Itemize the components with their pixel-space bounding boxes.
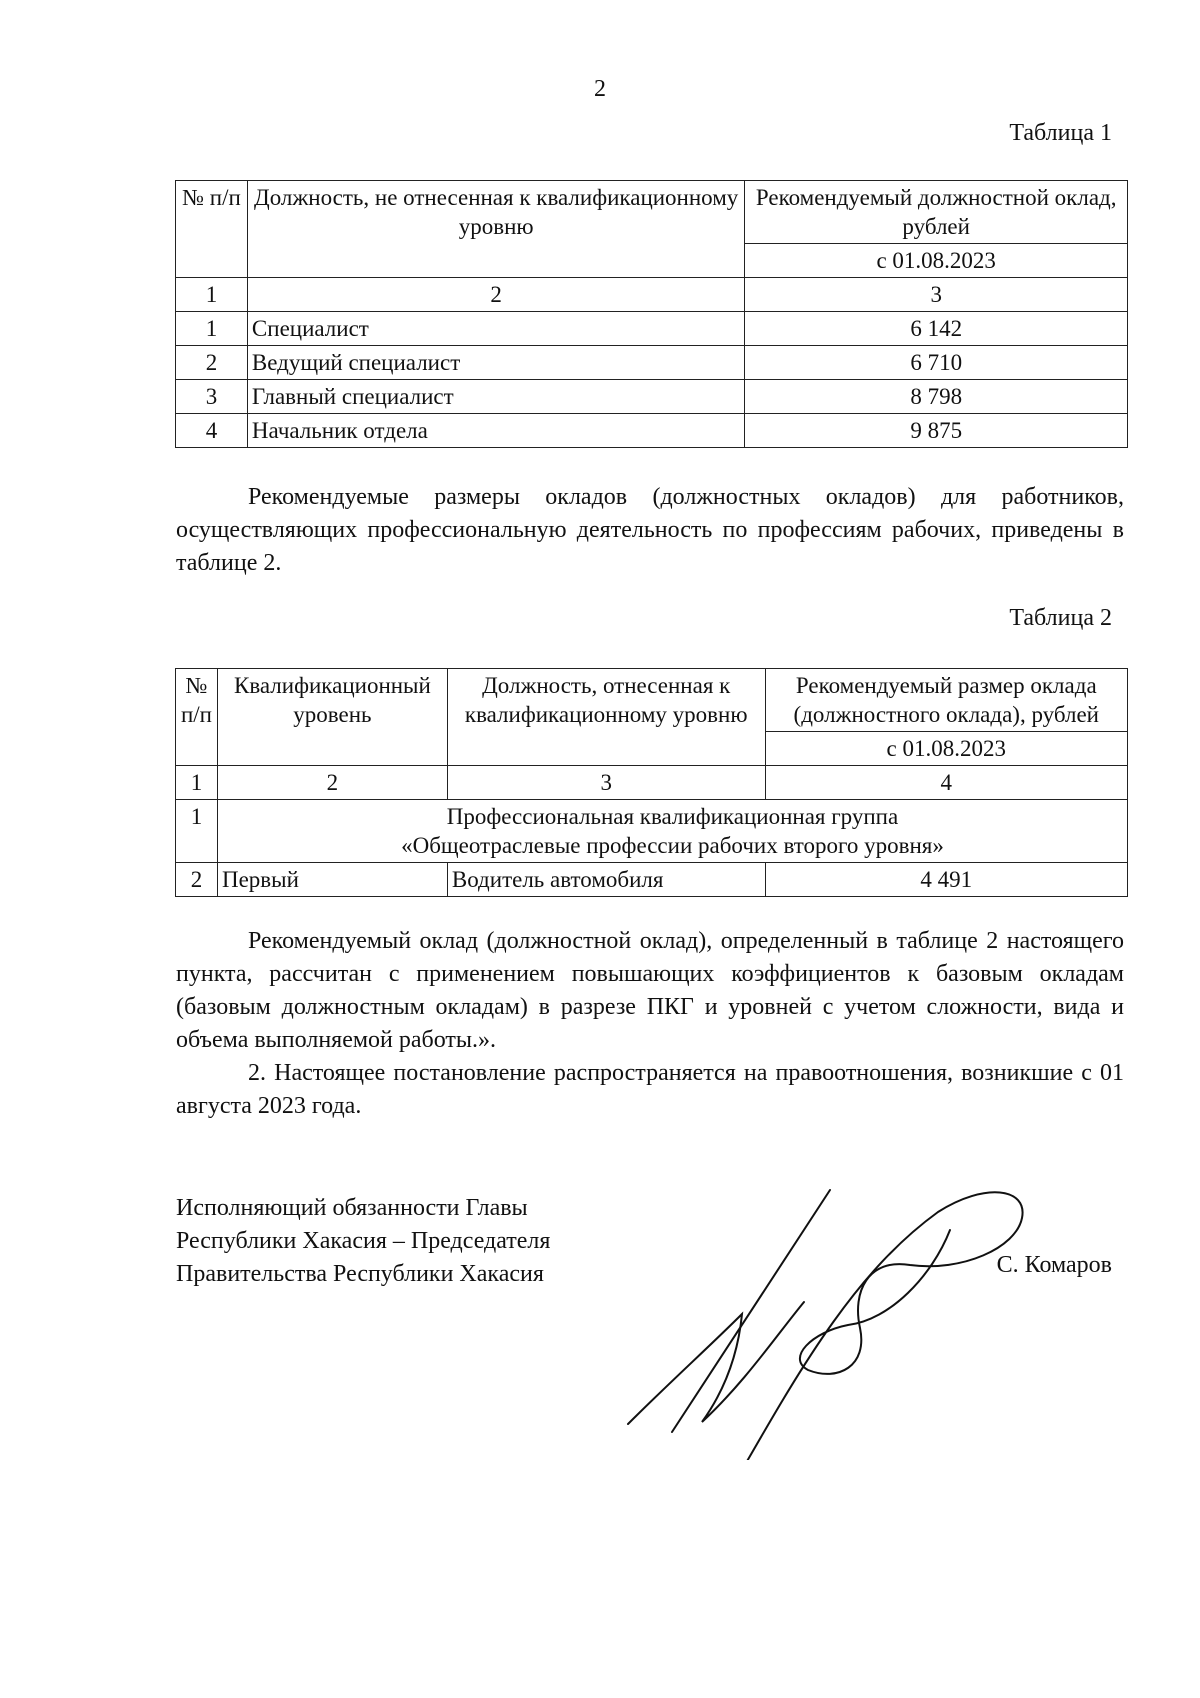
table-cell: 2 — [176, 346, 248, 380]
table2-caption: Таблица 2 — [1009, 605, 1112, 631]
table-row — [176, 863, 1128, 897]
page-number: 2 — [594, 76, 606, 102]
table1 — [175, 180, 1128, 448]
table-row — [176, 414, 1128, 448]
table-cell: 3 — [176, 380, 248, 414]
table-row — [176, 346, 1128, 380]
table1-header-row — [176, 181, 1128, 244]
table2-header-row — [176, 669, 1128, 732]
table-cell: 2 — [217, 766, 447, 800]
table-cell: 3 — [745, 278, 1128, 312]
table-cell: 1 — [176, 800, 218, 863]
table1-header-salary: Рекомендуемый должностной оклад, рублей — [745, 181, 1128, 244]
table-cell: 6 142 — [745, 312, 1128, 346]
table1-header-num: № п/п — [176, 181, 248, 278]
table2-header-salary: Рекомендуемый размер оклада (должностного оклада), рублей — [765, 669, 1127, 732]
table-cell: 2 — [247, 278, 744, 312]
signatory-name: С. Комаров — [996, 1252, 1112, 1278]
table2-header-level: Квалификационный уровень — [217, 669, 447, 766]
table-cell: Начальник отдела — [247, 414, 744, 448]
table-cell: Главный специалист — [247, 380, 744, 414]
paragraph-salary-note: Рекомендуемый оклад (должностной оклад), определенный в таблице 2 настоящего пункта, рассчитан с применением повышающих коэффициентов к базовым окладам (базовым должностным окладам) в разрезе ПКГ и уровней с учетом сложности, вида и объема выполняемой работы.». — [176, 928, 1124, 1053]
signatory-title-line: Правительства Республики Хакасия — [176, 1261, 544, 1287]
table-cell: 1 — [176, 278, 248, 312]
table-row — [176, 312, 1128, 346]
table2-index-row — [176, 766, 1128, 800]
paragraph-effective-date: 2. Настоящее постановление распространяется на правоотношения, возникшие с 01 августа 2023 года. — [176, 1060, 1124, 1119]
table2-group-title — [217, 800, 1127, 863]
group-title-line1: Профессиональная квалификационная группа — [446, 804, 899, 829]
table-cell: 9 875 — [745, 414, 1128, 448]
group-title-line2: «Общеотраслевые профессии рабочих второго уровня» — [401, 833, 944, 858]
table-cell: 6 710 — [745, 346, 1128, 380]
table-cell: Водитель автомобиля — [447, 863, 765, 897]
signature-stroke — [672, 1190, 830, 1432]
table-cell: 4 491 — [765, 863, 1127, 897]
table-cell: Ведущий специалист — [247, 346, 744, 380]
table-cell: 4 — [176, 414, 248, 448]
table-cell: 1 — [176, 312, 248, 346]
table-cell: 8 798 — [745, 380, 1128, 414]
handwritten-signature — [600, 1160, 1060, 1460]
table2 — [175, 668, 1128, 897]
table2-header-date: с 01.08.2023 — [765, 732, 1127, 766]
table2-header-position: Должность, отнесенная к квалификационному уровню — [447, 669, 765, 766]
table1-caption: Таблица 1 — [1009, 120, 1112, 146]
table1-index-row — [176, 278, 1128, 312]
signatory-title — [176, 1192, 550, 1291]
table-cell: 3 — [447, 766, 765, 800]
table-row — [176, 380, 1128, 414]
table1-header-position: Должность, не отнесенная к квалификационному уровню — [247, 181, 744, 278]
table1-header-date: с 01.08.2023 — [745, 244, 1128, 278]
table2-group-row — [176, 800, 1128, 863]
table-cell: 2 — [176, 863, 218, 897]
table-cell: 4 — [765, 766, 1127, 800]
table2-header-num: № п/п — [176, 669, 218, 766]
table-cell: Специалист — [247, 312, 744, 346]
signatory-title-line: Республики Хакасия – Председателя — [176, 1228, 551, 1254]
paragraph-table2-intro: Рекомендуемые размеры окладов (должностных окладов) для работников, осуществляющих профессиональную деятельность по профессиям рабочих, приведены в таблице 2. — [176, 484, 1124, 576]
signatory-title-line: Исполняющий обязанности Главы — [176, 1195, 528, 1221]
table-cell: 1 — [176, 766, 218, 800]
table-cell: Первый — [217, 863, 447, 897]
